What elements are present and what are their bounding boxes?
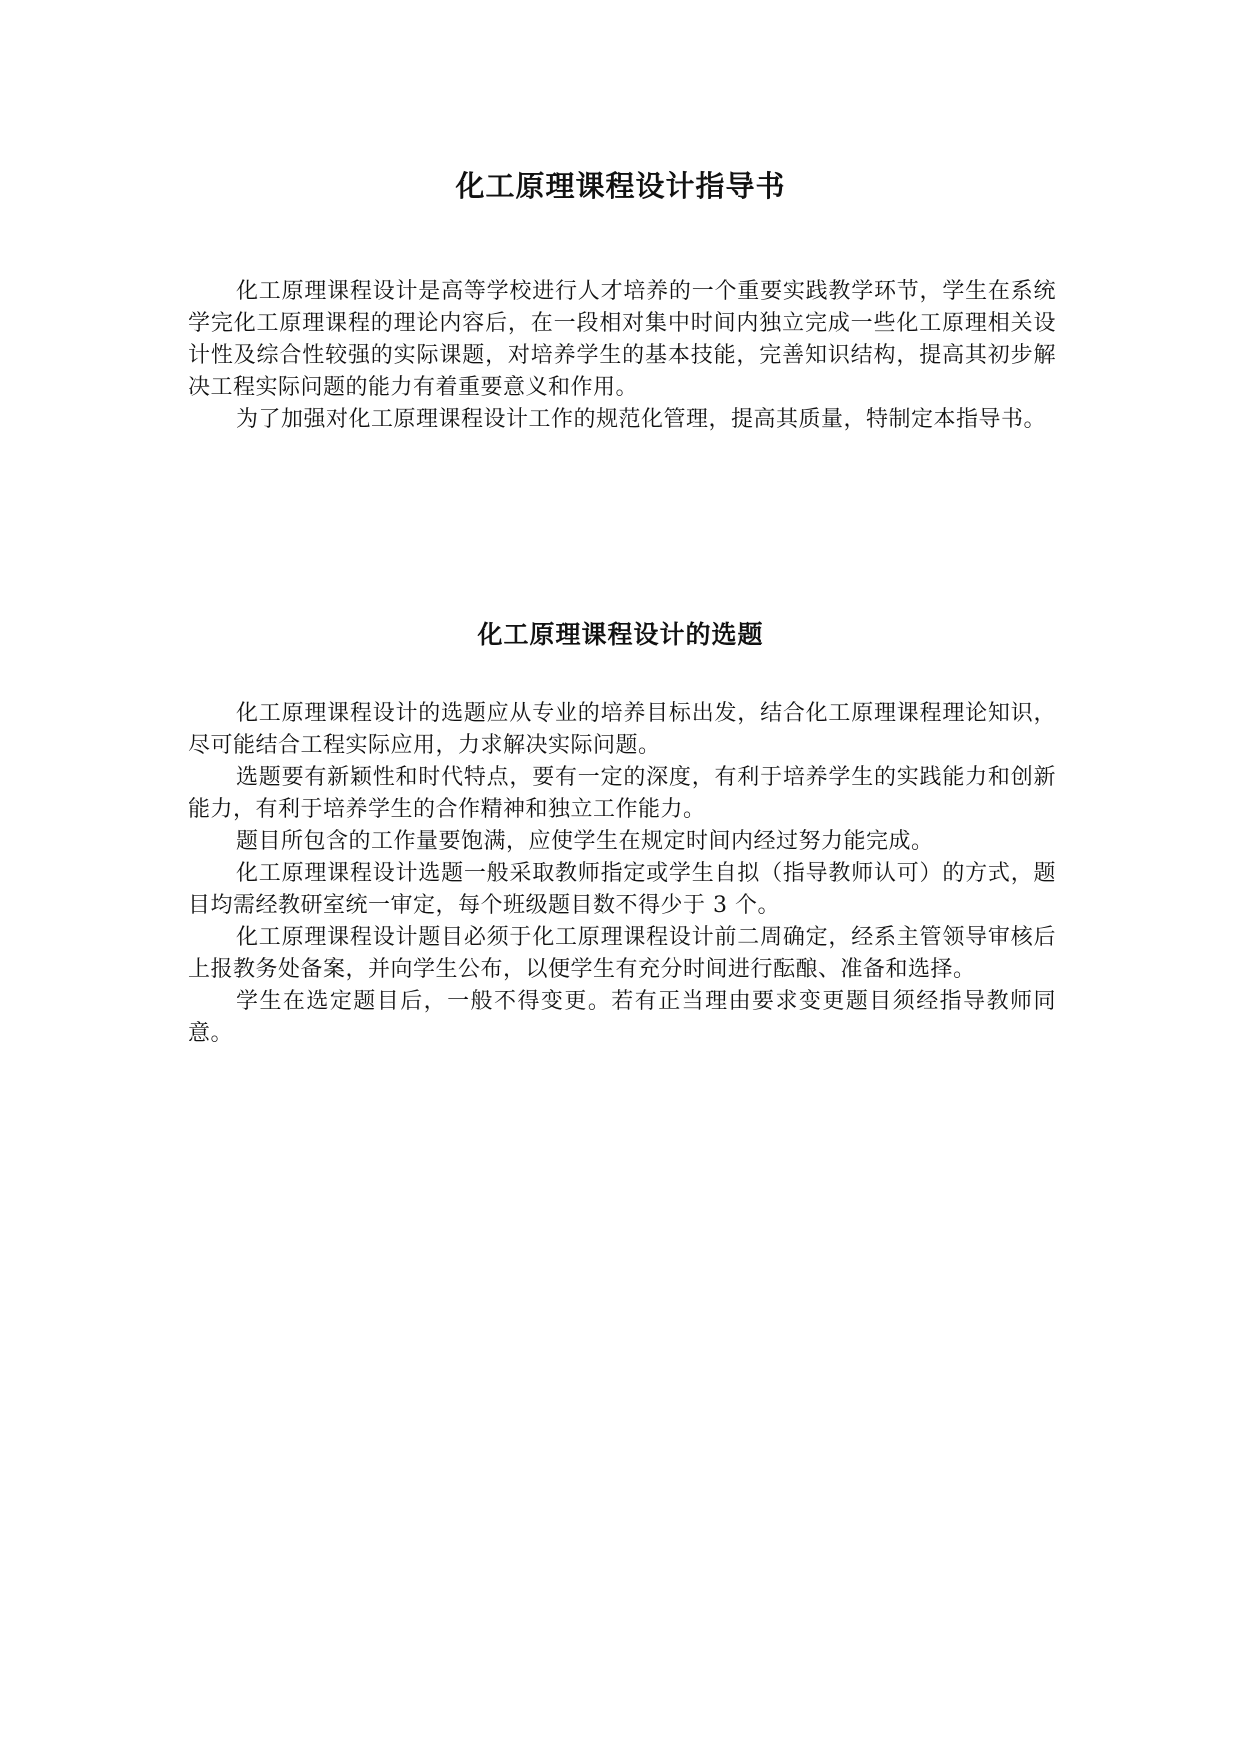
section-paragraph: 选题要有新颖性和时代特点，要有一定的深度，有利于培养学生的实践能力和创新能力，有利于培养学生的合作精神和独立工作能力。	[188, 765, 1056, 822]
section-paragraph: 题目所包含的工作量要饱满，应使学生在规定时间内经过努力能完成。	[236, 829, 934, 854]
section-paragraph: 化工原理课程设计的选题应从专业的培养目标出发，结合化工原理课程理论知识，尽可能结合工程实际应用，力求解决实际问题。	[188, 701, 1056, 758]
section-title: 化工原理课程设计的选题	[477, 620, 764, 649]
document-title: 化工原理课程设计指导书	[455, 169, 786, 203]
intro-section	[188, 276, 1056, 436]
section-paragraph: 化工原理课程设计选题一般采取教师指定或学生自拟（指导教师认可）的方式，题目均需经教研室统一审定，每个班级题目数不得少于 3 个。	[188, 861, 1056, 918]
intro-paragraph: 为了加强对化工原理课程设计工作的规范化管理，提高其质量，特制定本指导书。	[236, 407, 1047, 432]
topic-selection-section	[188, 698, 1056, 1050]
section-paragraph: 学生在选定题目后，一般不得变更。若有正当理由要求变更题目须经指导教师同意。	[188, 989, 1056, 1046]
intro-paragraph: 化工原理课程设计是高等学校进行人才培养的一个重要实践教学环节，学生在系统学完化工原理课程的理论内容后，在一段相对集中时间内独立完成一些化工原理相关设计性及综合性较强的实际课题，对培养学生的基本技能，完善知识结构，提高其初步解决工程实际问题的能力有着重要意义和作用。	[188, 279, 1056, 400]
section-paragraph: 化工原理课程设计题目必须于化工原理课程设计前二周确定，经系主管领导审核后上报教务处备案，并向学生公布，以便学生有充分时间进行酝酿、准备和选择。	[188, 925, 1056, 982]
